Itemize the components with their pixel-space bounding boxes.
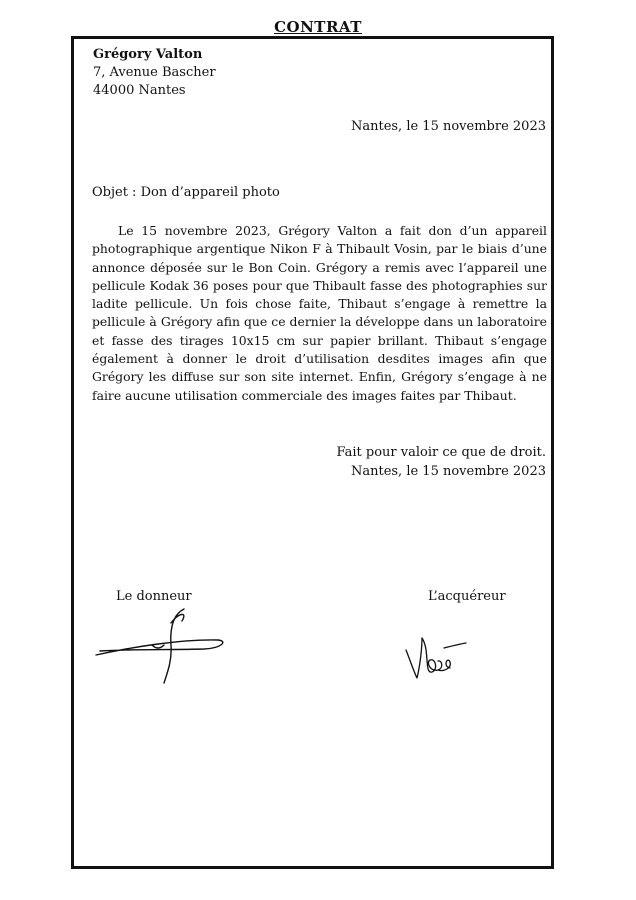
acquirer-signature: [400, 628, 475, 683]
place-date: Nantes, le 15 novembre 2023: [350, 119, 546, 134]
closing-block: [336, 444, 546, 481]
closing-place-date: Nantes, le 15 novembre 2023: [350, 463, 546, 479]
sender-block: [93, 46, 216, 100]
sender-address-line1: 7, Avenue Bascher: [93, 65, 216, 80]
closing-line: Fait pour valoir ce que de droit.: [336, 445, 546, 460]
acquirer-signature-label: L’acquéreur: [428, 589, 506, 604]
sender-address-line2: 44000 Nantes: [93, 83, 186, 98]
subject-line: Objet : Don d’appareil photo: [92, 185, 280, 200]
sender-name: Grégory Valton: [93, 47, 203, 62]
contract-body: Le 15 novembre 2023, Grégory Valton a fait don d’un appareil photographique argentique Nikon F à Thibault Vosin, par le biais d’une annonce déposée sur le Bon Coin. Grégory a remis avec l’appareil une pellicule Kodak 36 poses pour que Thibault fasse des photographies sur ladite pellicule. Un fois chose faite, Thibaut s’engage à remettre la pellicule à Grégory afin que ce dernier la développe dans un laboratoire et fasse des tirages 10x15 cm sur papier brillant. Thibaut s’engage également à donner le droit d’utilisation desdites images afin que Grégory les diffuse sur son site internet. Enfin, Grégory s’engage à ne faire aucune utilisation commerciale des images faites par Thibaut.: [92, 223, 547, 403]
donor-signature-label: Le donneur: [116, 589, 192, 604]
document-title: CONTRAT: [274, 18, 362, 36]
donor-signature: [92, 605, 232, 690]
